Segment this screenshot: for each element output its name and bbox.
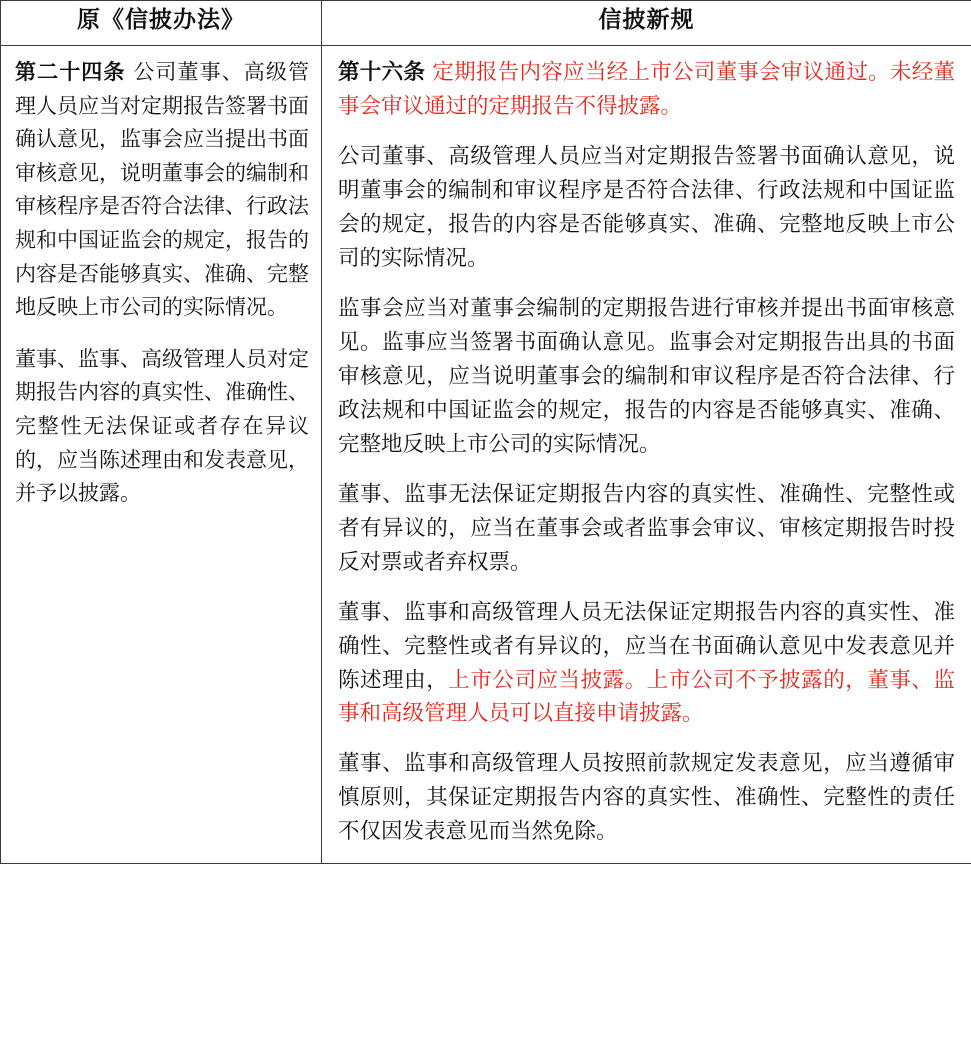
new-article-label: 第十六条 <box>338 60 426 85</box>
old-paragraph-1 <box>15 56 309 325</box>
new-paragraph-5-red: 上市公司应当披露。上市公司不予披露的，董事、监事和高级管理人员可以直接申请披露。 <box>338 667 955 727</box>
table-row <box>1 46 971 864</box>
old-article-label: 第二十四条 <box>15 60 126 84</box>
old-rules-cell <box>1 46 322 864</box>
new-paragraph-4: 董事、监事无法保证定期报告内容的真实性、准确性、完整性或者有异议的，应当在董事会或者监事会审议、审核定期报告时投反对票或者弃权票。 <box>338 481 955 575</box>
table-header-row <box>1 1 971 46</box>
new-paragraph-5 <box>338 596 955 732</box>
old-paragraph-1-text: 公司董事、高级管理人员应当对定期报告签署书面确认意见，监事会应当提出书面审核意见，说明董事会的编制和审核程序是否符合法律、行政法规和中国证监会的规定，报告的内容是否能够真实、准确、完整地反映上市公司的实际情况。 <box>15 60 309 320</box>
new-paragraph-1 <box>338 56 955 124</box>
new-paragraph-5-black: 董事、监事和高级管理人员无法保证定期报告内容的真实性、准确性、完整性或者有异议的，应当在书面确认意见中发表意见并陈述理由， <box>338 599 955 693</box>
new-paragraph-6: 董事、监事和高级管理人员按照前款规定发表意见，应当遵循审慎原则，其保证定期报告内容的真实性、准确性、完整性的责任不仅因发表意见而当然免除。 <box>338 751 955 845</box>
old-paragraph-2: 董事、监事、高级管理人员对定期报告内容的真实性、准确性、完整性无法保证或者存在异议的，应当陈述理由和发表意见，并予以披露。 <box>15 346 309 506</box>
new-paragraph-3: 监事会应当对董事会编制的定期报告进行审核并提出书面审核意见。监事应当签署书面确认意见。监事会对定期报告出具的书面审核意见，应当说明董事会的编制和审议程序是否符合法律、行政法规和中国证监会的规定，报告的内容是否能够真实、准确、完整地反映上市公司的实际情况。 <box>338 295 955 457</box>
column-header-old-rules: 原《信披办法》 <box>1 1 322 46</box>
column-header-new-rules: 信披新规 <box>322 1 971 46</box>
new-rules-cell <box>322 46 971 864</box>
new-paragraph-1-text: 定期报告内容应当经上市公司董事会审议通过。未经董事会审议通过的定期报告不得披露。 <box>338 60 955 119</box>
new-paragraph-2: 公司董事、高级管理人员应当对定期报告签署书面确认意见，说明董事会的编制和审议程序是否符合法律、行政法规和中国证监会的规定，报告的内容是否能够真实、准确、完整地反映上市公司的实际情况。 <box>338 143 955 271</box>
